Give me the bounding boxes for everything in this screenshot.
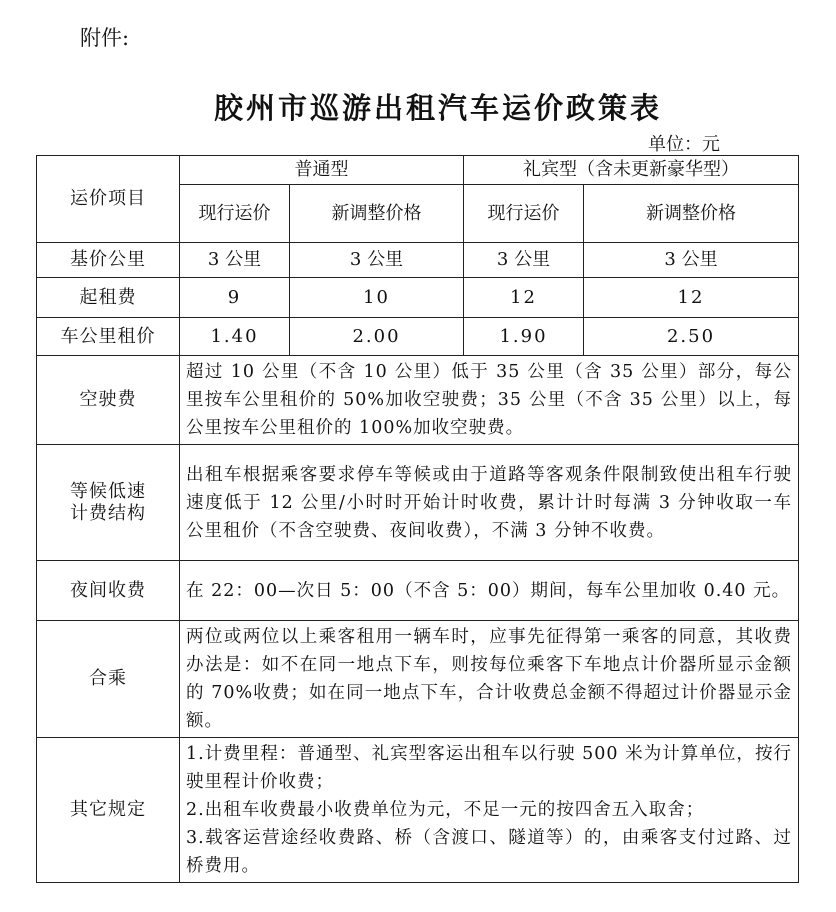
row-label	[37, 445, 180, 561]
cell-value: 1.90	[464, 318, 584, 356]
row-label-line: 计费结构	[70, 502, 146, 524]
table-row	[37, 356, 799, 445]
cell-value: 3 公里	[584, 243, 799, 278]
rule-text	[180, 738, 799, 883]
rule-line: 2.出租车收费最小收费单位为元，不足一元的按四舍五入取舍；	[186, 800, 705, 820]
rule-text: 在 22：00—次日 5：00（不含 5：00）期间，每车公里加收 0.40 元。	[180, 561, 799, 621]
table-row	[37, 738, 799, 883]
cell-value: 1.40	[180, 318, 290, 356]
table-row	[37, 278, 799, 318]
cell-value: 3 公里	[180, 243, 290, 278]
cell-value: 2.00	[290, 318, 464, 356]
table-row	[37, 243, 799, 278]
fare-policy-table	[36, 155, 799, 883]
row-label-line: 等候低速	[70, 480, 146, 502]
cell-value: 12	[584, 278, 799, 318]
rule-line: 1.计费里程：普通型、礼宾型客运出租车以行驶 500 米为计算单位，按行驶里程计价收费；	[186, 744, 792, 792]
table-row	[37, 445, 799, 561]
cell-value: 10	[290, 278, 464, 318]
row-label: 其它规定	[37, 738, 180, 883]
cell-value: 3 公里	[464, 243, 584, 278]
row-label: 车公里租价	[37, 318, 180, 356]
row-label: 空驶费	[37, 356, 180, 445]
rule-text: 两位或两位以上乘客租用一辆车时，应事先征得第一乘客的同意，其收费办法是：如不在同一地点下车，则按每位乘客下车地点计价器所显示金额的 70%收费；如在同一地点下车，合计收费总金额不得超过计价器显示金额。	[180, 621, 799, 738]
cell-value: 12	[464, 278, 584, 318]
subheader-premium-current: 现行运价	[464, 185, 584, 243]
subheader-premium-new: 新调整价格	[584, 185, 799, 243]
cell-value: 2.50	[584, 318, 799, 356]
subheader-standard-new: 新调整价格	[290, 185, 464, 243]
rule-line: 3.载客运营途经收费路、桥（含渡口、隧道等）的，由乘客支付过路、过桥费用。	[186, 828, 792, 876]
item-header: 运价项目	[37, 156, 180, 243]
row-label: 夜间收费	[37, 561, 180, 621]
row-label: 起租费	[37, 278, 180, 318]
table-row	[37, 561, 799, 621]
unit-label: 单位：元	[648, 134, 720, 155]
rule-text: 出租车根据乘客要求停车等候或由于道路等客观条件限制致使出租车行驶速度低于 12 公里/小时时开始计时收费，累计计时每满 3 分钟收取一车公里租价（不含空驶费、夜间收费），不满 3 分钟不收费。	[180, 445, 799, 561]
attachment-label: 附件:	[80, 26, 130, 50]
table-row	[37, 621, 799, 738]
row-label: 合乘	[37, 621, 180, 738]
cell-value: 9	[180, 278, 290, 318]
cell-value: 3 公里	[290, 243, 464, 278]
group-header-standard: 普通型	[180, 156, 464, 185]
group-header-premium: 礼宾型（含未更新豪华型）	[464, 156, 799, 185]
rule-text: 超过 10 公里（不含 10 公里）低于 35 公里（含 35 公里）部分，每公里按车公里租价的 50%加收空驶费；35 公里（不含 35 公里）以上，每公里按车公里租价的 100%加收空驶费。	[180, 356, 799, 445]
subheader-standard-current: 现行运价	[180, 185, 290, 243]
row-label: 基价公里	[37, 243, 180, 278]
page-title: 胶州市巡游出租汽车运价政策表	[213, 91, 662, 125]
table-row	[37, 318, 799, 356]
